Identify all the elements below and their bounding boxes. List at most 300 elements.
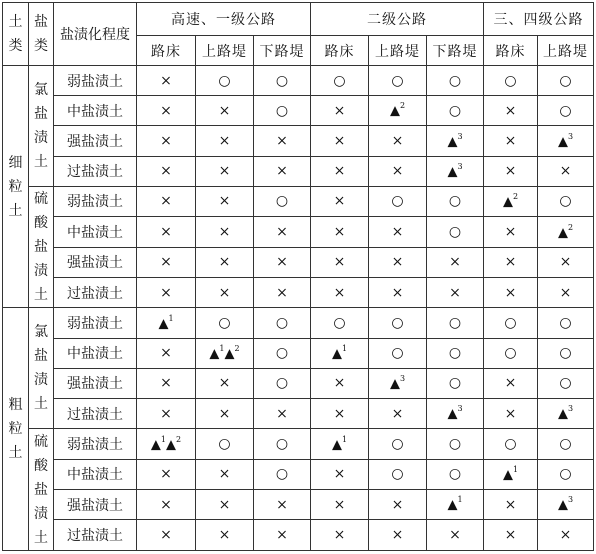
suitability-cell — [369, 429, 427, 459]
suitability-cell — [137, 459, 196, 489]
not-allowed-mark: × — [391, 496, 404, 513]
suitability-cell — [427, 186, 484, 216]
header-soil-type: 土 类 — [3, 3, 29, 66]
subheader-cell: 下路堤 — [254, 36, 311, 66]
not-allowed-mark: × — [160, 284, 172, 301]
note-superscript: 2 — [567, 222, 574, 232]
suitability-cell — [427, 156, 484, 186]
suitability-cell — [427, 520, 484, 551]
suitability-cell — [427, 398, 484, 428]
note-superscript: 3 — [567, 495, 574, 505]
suitability-cell — [538, 247, 594, 277]
suitability-cell — [137, 96, 196, 126]
allowed-mark: ○ — [504, 315, 517, 332]
triangle-mark: ▲ — [331, 437, 342, 453]
not-allowed-mark: × — [504, 254, 517, 271]
table-row — [3, 520, 594, 551]
triangle-mark: ▲ — [447, 498, 458, 514]
not-allowed-mark: × — [333, 284, 346, 301]
not-allowed-mark: × — [333, 254, 346, 271]
degree-cell: 弱盐渍土 — [54, 186, 137, 216]
allowed-mark: ○ — [559, 193, 572, 210]
not-allowed-mark: × — [504, 527, 517, 544]
suitability-cell — [254, 278, 311, 308]
not-allowed-mark: × — [160, 132, 172, 149]
not-allowed-mark: × — [160, 163, 172, 180]
suitability-cell — [369, 278, 427, 308]
suitability-cell — [538, 490, 594, 520]
allowed-mark: ○ — [333, 315, 346, 332]
suitability-cell — [137, 490, 196, 520]
allowed-mark: ○ — [504, 72, 517, 89]
suitability-cell — [484, 278, 538, 308]
allowed-mark: ○ — [504, 345, 517, 362]
note-superscript: 2 — [399, 101, 406, 111]
triangle-mark: ▲ — [331, 346, 342, 362]
degree-cell: 强盐渍土 — [54, 368, 137, 398]
not-allowed-mark: × — [449, 527, 461, 544]
suitability-cell — [484, 520, 538, 551]
table-row — [3, 459, 594, 489]
suitability-cell — [137, 186, 196, 216]
subheader-cell: 路床 — [311, 36, 369, 66]
allowed-mark: ○ — [504, 435, 517, 452]
suitability-cell — [311, 217, 369, 247]
suitability-cell — [427, 368, 484, 398]
note-superscript: 2 — [176, 434, 182, 444]
table-row — [3, 186, 594, 216]
not-allowed-mark: × — [218, 132, 231, 149]
not-allowed-mark: × — [160, 345, 172, 362]
not-allowed-mark: × — [218, 193, 231, 210]
suitability-cell — [369, 247, 427, 277]
note-superscript: 3 — [567, 131, 574, 141]
not-allowed-mark: × — [160, 223, 172, 240]
suitability-cell — [311, 66, 369, 96]
suitability-cell — [369, 490, 427, 520]
suitability-cell — [538, 156, 594, 186]
table-row — [3, 429, 594, 459]
suitability-cell — [311, 520, 369, 551]
suitability-cell — [484, 96, 538, 126]
suitability-cell — [538, 338, 594, 368]
not-allowed-mark: × — [449, 284, 461, 301]
header-group-class2: 二级公路 — [311, 3, 484, 36]
table-body — [3, 66, 594, 551]
suitability-cell — [538, 429, 594, 459]
note-superscript: 1 — [341, 434, 348, 444]
suitability-cell — [196, 186, 254, 216]
not-allowed-mark: × — [276, 527, 288, 544]
degree-cell: 过盐渍土 — [54, 398, 137, 428]
suitability-cell — [369, 217, 427, 247]
suitability-cell — [196, 490, 254, 520]
note-superscript: 3 — [457, 404, 463, 414]
triangle-mark: ▲ — [166, 437, 176, 453]
not-allowed-mark: × — [504, 405, 517, 422]
degree-cell: 中盐渍土 — [54, 96, 137, 126]
degree-cell: 强盐渍土 — [54, 126, 137, 156]
not-allowed-mark: × — [333, 132, 346, 149]
note-superscript: 3 — [457, 131, 463, 141]
degree-cell: 中盐渍土 — [54, 338, 137, 368]
suitability-cell — [538, 96, 594, 126]
allowed-mark: ○ — [275, 72, 289, 89]
degree-cell: 弱盐渍土 — [54, 308, 137, 338]
degree-cell: 弱盐渍土 — [54, 429, 137, 459]
triangle-mark: ▲ — [158, 316, 169, 332]
suitability-cell — [311, 429, 369, 459]
suitability-cell — [196, 429, 254, 459]
triangle-mark: ▲ — [447, 164, 458, 180]
table-row — [3, 278, 594, 308]
not-allowed-mark: × — [160, 254, 172, 271]
suitability-cell — [137, 338, 196, 368]
table-row — [3, 156, 594, 186]
suitability-cell — [369, 520, 427, 551]
subheader-cell: 上路堤 — [196, 36, 254, 66]
suitability-cell — [369, 368, 427, 398]
degree-cell: 强盐渍土 — [54, 490, 137, 520]
allowed-mark: ○ — [391, 345, 404, 362]
suitability-cell — [311, 186, 369, 216]
suitability-cell — [484, 398, 538, 428]
suitability-cell — [369, 186, 427, 216]
not-allowed-mark: × — [218, 254, 231, 271]
suitability-cell — [196, 308, 254, 338]
suitability-cell — [538, 398, 594, 428]
not-allowed-mark: × — [218, 496, 231, 513]
suitability-cell — [254, 338, 311, 368]
suitability-cell — [137, 398, 196, 428]
table-row — [3, 96, 594, 126]
suitability-cell — [484, 338, 538, 368]
not-allowed-mark: × — [504, 102, 517, 119]
suitability-cell — [311, 338, 369, 368]
triangle-mark: ▲ — [557, 498, 568, 514]
salt-type-cell: 氯 盐 渍 土 — [29, 66, 54, 187]
suitability-cell — [196, 278, 254, 308]
table-row — [3, 490, 594, 520]
triangle-mark: ▲ — [389, 376, 400, 392]
header-degree: 盐渍化程度 — [54, 3, 137, 66]
not-allowed-mark: × — [218, 527, 231, 544]
suitability-cell — [137, 520, 196, 551]
subheader-cell: 下路堤 — [427, 36, 484, 66]
suitability-cell — [427, 126, 484, 156]
suitability-cell — [484, 490, 538, 520]
suitability-cell — [137, 278, 196, 308]
subheader-cell: 路床 — [137, 36, 196, 66]
triangle-mark: ▲ — [557, 225, 568, 241]
suitability-cell — [427, 66, 484, 96]
suitability-cell — [137, 217, 196, 247]
header-group-class34: 三、四级公路 — [484, 3, 594, 36]
not-allowed-mark: × — [218, 466, 231, 483]
note-superscript: 1 — [512, 464, 519, 474]
triangle-mark: ▲ — [447, 406, 458, 422]
suitability-cell — [538, 520, 594, 551]
suitability-cell — [196, 368, 254, 398]
suitability-cell — [538, 278, 594, 308]
allowed-mark: ○ — [275, 435, 289, 452]
allowed-mark: ○ — [448, 223, 462, 240]
not-allowed-mark: × — [218, 163, 231, 180]
not-allowed-mark: × — [160, 527, 172, 544]
not-allowed-mark: × — [333, 223, 346, 240]
suitability-cell — [254, 429, 311, 459]
not-allowed-mark: × — [276, 163, 288, 180]
salt-type-cell: 硫 酸 盐 渍 土 — [29, 429, 54, 551]
soil-type-cell: 细 粒 土 — [3, 66, 29, 308]
suitability-cell — [311, 96, 369, 126]
not-allowed-mark: × — [218, 223, 231, 240]
allowed-mark: ○ — [218, 315, 231, 332]
suitability-cell — [196, 217, 254, 247]
note-superscript: 1 — [219, 343, 225, 353]
allowed-mark: ○ — [559, 315, 572, 332]
not-allowed-mark: × — [276, 254, 288, 271]
subheader-cell: 上路堤 — [369, 36, 427, 66]
not-allowed-mark: × — [504, 496, 517, 513]
table-row — [3, 368, 594, 398]
not-allowed-mark: × — [160, 193, 172, 210]
allowed-mark: ○ — [275, 193, 289, 210]
suitability-cell — [484, 459, 538, 489]
suitability-cell — [311, 459, 369, 489]
not-allowed-mark: × — [333, 193, 346, 210]
not-allowed-mark: × — [391, 527, 404, 544]
not-allowed-mark: × — [504, 132, 517, 149]
suitability-cell — [369, 308, 427, 338]
not-allowed-mark: × — [391, 405, 404, 422]
suitability-cell — [538, 66, 594, 96]
suitability-cell — [369, 398, 427, 428]
allowed-mark: ○ — [275, 315, 289, 332]
allowed-mark: ○ — [391, 193, 404, 210]
not-allowed-mark: × — [218, 375, 231, 392]
suitability-cell — [311, 368, 369, 398]
not-allowed-mark: × — [333, 405, 346, 422]
suitability-cell — [538, 308, 594, 338]
suitability-cell — [196, 66, 254, 96]
not-allowed-mark: × — [160, 72, 172, 89]
suitability-cell — [427, 217, 484, 247]
suitability-cell — [538, 126, 594, 156]
suitability-cell — [196, 96, 254, 126]
suitability-cell — [484, 186, 538, 216]
not-allowed-mark: × — [218, 284, 231, 301]
suitability-cell — [196, 156, 254, 186]
note-superscript: 1 — [160, 434, 166, 444]
suitability-cell — [538, 217, 594, 247]
allowed-mark: ○ — [275, 375, 289, 392]
suitability-cell — [137, 308, 196, 338]
suitability-cell — [369, 156, 427, 186]
triangle-mark: ▲ — [209, 346, 220, 362]
allowed-mark: ○ — [559, 466, 572, 483]
not-allowed-mark: × — [333, 375, 346, 392]
suitability-cell — [196, 247, 254, 277]
suitability-cell — [311, 278, 369, 308]
not-allowed-mark: × — [160, 496, 172, 513]
suitability-cell — [484, 217, 538, 247]
suitability-cell — [254, 520, 311, 551]
suitability-cell — [427, 278, 484, 308]
not-allowed-mark: × — [276, 405, 288, 422]
allowed-mark: ○ — [559, 375, 572, 392]
not-allowed-mark: × — [391, 284, 404, 301]
allowed-mark: ○ — [218, 435, 231, 452]
allowed-mark: ○ — [333, 72, 346, 89]
suitability-cell — [427, 459, 484, 489]
suitability-cell — [254, 217, 311, 247]
table-row — [3, 217, 594, 247]
allowed-mark: ○ — [448, 102, 462, 119]
allowed-mark: ○ — [448, 375, 462, 392]
not-allowed-mark: × — [504, 163, 517, 180]
suitability-cell — [137, 368, 196, 398]
allowed-mark: ○ — [391, 435, 404, 452]
note-superscript: 3 — [457, 161, 463, 171]
allowed-mark: ○ — [275, 345, 289, 362]
allowed-mark: ○ — [391, 72, 404, 89]
suitability-cell — [311, 156, 369, 186]
suitability-cell — [369, 96, 427, 126]
suitability-cell — [484, 308, 538, 338]
salt-type-cell: 硫 酸 盐 渍 土 — [29, 186, 54, 308]
suitability-cell — [137, 247, 196, 277]
degree-cell: 过盐渍土 — [54, 156, 137, 186]
allowed-mark: ○ — [559, 102, 572, 119]
suitability-cell — [254, 247, 311, 277]
subheader-cell: 路床 — [484, 36, 538, 66]
suitability-cell — [254, 368, 311, 398]
suitability-cell — [369, 66, 427, 96]
not-allowed-mark: × — [504, 223, 517, 240]
allowed-mark: ○ — [448, 466, 462, 483]
allowed-mark: ○ — [448, 72, 462, 89]
suitability-cell — [427, 308, 484, 338]
suitability-cell — [538, 368, 594, 398]
salt-soil-usage-table — [2, 2, 594, 551]
note-superscript: 3 — [567, 404, 574, 414]
not-allowed-mark: × — [559, 254, 572, 271]
suitability-cell — [369, 126, 427, 156]
not-allowed-mark: × — [333, 466, 346, 483]
salt-type-cell: 氯 盐 渍 土 — [29, 308, 54, 429]
note-superscript: 2 — [512, 192, 519, 202]
not-allowed-mark: × — [218, 405, 231, 422]
not-allowed-mark: × — [160, 102, 172, 119]
suitability-cell — [484, 66, 538, 96]
table-row — [3, 398, 594, 428]
suitability-cell — [196, 126, 254, 156]
triangle-mark: ▲ — [557, 406, 568, 422]
allowed-mark: ○ — [391, 315, 404, 332]
suitability-cell — [137, 126, 196, 156]
allowed-mark: ○ — [559, 345, 572, 362]
allowed-mark: ○ — [275, 102, 289, 119]
note-superscript: 1 — [168, 313, 174, 323]
suitability-cell — [427, 429, 484, 459]
suitability-cell — [427, 247, 484, 277]
table-row — [3, 308, 594, 338]
note-superscript: 2 — [234, 343, 240, 353]
triangle-mark: ▲ — [150, 437, 161, 453]
triangle-mark: ▲ — [389, 104, 400, 120]
not-allowed-mark: × — [449, 254, 461, 271]
not-allowed-mark: × — [333, 496, 346, 513]
not-allowed-mark: × — [276, 496, 288, 513]
triangle-mark: ▲ — [224, 346, 235, 362]
suitability-cell — [254, 308, 311, 338]
not-allowed-mark: × — [276, 132, 288, 149]
triangle-mark: ▲ — [447, 134, 458, 150]
soil-type-cell: 粗 粒 土 — [3, 308, 29, 551]
header-group-highway: 高速、一级公路 — [137, 3, 311, 36]
not-allowed-mark: × — [333, 163, 346, 180]
not-allowed-mark: × — [559, 163, 572, 180]
allowed-mark: ○ — [448, 435, 462, 452]
not-allowed-mark: × — [160, 375, 172, 392]
allowed-mark: ○ — [391, 466, 404, 483]
not-allowed-mark: × — [391, 163, 404, 180]
suitability-cell — [254, 398, 311, 428]
allowed-mark: ○ — [559, 72, 572, 89]
allowed-mark: ○ — [559, 435, 572, 452]
suitability-cell — [427, 338, 484, 368]
triangle-mark: ▲ — [502, 194, 513, 210]
suitability-cell — [254, 96, 311, 126]
degree-cell: 中盐渍土 — [54, 217, 137, 247]
degree-cell: 过盐渍土 — [54, 278, 137, 308]
suitability-cell — [254, 126, 311, 156]
suitability-cell — [484, 126, 538, 156]
suitability-cell — [311, 490, 369, 520]
not-allowed-mark: × — [559, 284, 572, 301]
suitability-cell — [484, 156, 538, 186]
triangle-mark: ▲ — [502, 467, 513, 483]
suitability-cell — [311, 398, 369, 428]
not-allowed-mark: × — [504, 375, 517, 392]
suitability-cell — [369, 338, 427, 368]
table-row — [3, 338, 594, 368]
suitability-cell — [311, 308, 369, 338]
not-allowed-mark: × — [391, 132, 404, 149]
not-allowed-mark: × — [333, 527, 346, 544]
not-allowed-mark: × — [160, 405, 172, 422]
degree-cell: 过盐渍土 — [54, 520, 137, 551]
suitability-cell — [538, 186, 594, 216]
allowed-mark: ○ — [275, 466, 289, 483]
table-row — [3, 66, 594, 96]
note-superscript: 1 — [457, 495, 463, 505]
suitability-cell — [254, 186, 311, 216]
suitability-cell — [254, 66, 311, 96]
suitability-cell — [196, 520, 254, 551]
suitability-cell — [137, 66, 196, 96]
not-allowed-mark: × — [276, 223, 288, 240]
not-allowed-mark: × — [218, 102, 231, 119]
not-allowed-mark: × — [391, 223, 404, 240]
suitability-cell — [538, 459, 594, 489]
note-superscript: 1 — [341, 343, 348, 353]
allowed-mark: ○ — [448, 193, 462, 210]
note-superscript: 3 — [399, 374, 406, 384]
allowed-mark: ○ — [448, 315, 462, 332]
suitability-cell — [484, 247, 538, 277]
